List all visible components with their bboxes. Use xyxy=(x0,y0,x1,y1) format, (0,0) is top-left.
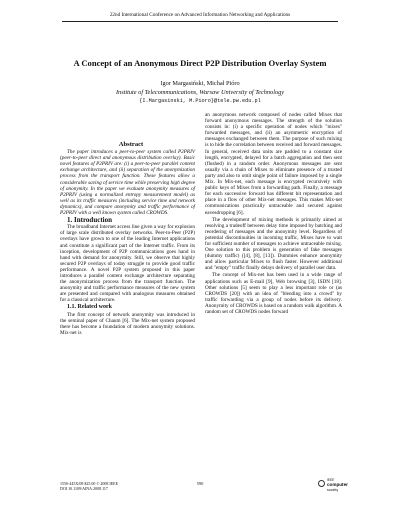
section-heading-introduction: 1. Introduction xyxy=(67,216,112,225)
logo-text-ieee: IEEE xyxy=(327,478,335,482)
paper-title: A Concept of an Anonymous Direct P2P Distribution Overlay System xyxy=(73,58,327,68)
body-paragraph: The concept of Mix-net has been used in a wide range of applications such as E-mail [9], Web browsing [3], ISDN [18]. Other solutions [5] seem to play a less important role or (as CROWDS [20]) with an idea of "blending into a crowd" by traffic forwarding via a group of nodes before its delivery. Anonymity of CROWDS is based on a random walk algorithm. A random set of CROWDS nodes forward xyxy=(205,272,342,315)
abstract-text: The paper introduces a peer-to-peer system called P2PRIV (peer-to-peer direct and anonymous distribution overlay). Basic novel features of P2PRIV are: (i) a peer-to-peer parallel content exchange architecture, and (ii) separation of the anonymization process from the transport function. These features allow a considerable saving of service time while preserving high degree of anonymity. In the paper we evaluate anonymity measures of P2PRIV (using a normalized entropy measurement model) as well as its traffic measures (including service time and network dynamics), and compare anonymity and traffic performance of P2PRIV with a well known system called CROWDS. xyxy=(60,149,195,217)
logo-text-computer: computer xyxy=(327,482,348,487)
footer-doi: DOI 10.1109/AINA.2008.117 xyxy=(60,486,108,491)
introduction-paragraph: The broadband Internet access line given a way for explosion of large scale distributed overlay networks. Peer-to-Peer (P2P) overlays have grown to one of the leading Internet applications and constitute a significant part of the Internet traffic. From its inception, development of P2P communications goes hand in hand with demand for anonymity. Still, we observe that highly secured P2P overlays of today struggle to provide good traffic performance. A novel P2P system proposed in this paper introduces a parallel content exchange architecture separating the anonymization process from the transport function. The anonymity and traffic performance measures of the new system are presented and compared with analogous measures obtained for a classical architecture. xyxy=(60,224,195,304)
footer-issn: 1550-445X/08 $25.00 © 2008 IEEE xyxy=(60,481,119,486)
abstract-heading: Abstract xyxy=(118,141,144,148)
logo-text-society: society xyxy=(327,488,339,492)
society-seal-icon xyxy=(318,480,325,487)
page-number: 590 xyxy=(196,481,204,486)
paper-authors: Igor Margasiński, Michał Pióro xyxy=(160,80,240,87)
left-column xyxy=(60,142,195,337)
body-paragraph: an anonymous network composed of nodes called Mixes that forward anonymous messages. The strength of the solution consists in: (i) a specific operation of nodes which "mixes" forwarded messages, and (ii) an asymmetric encryption of messages exchanged between them. The purpose of such mixing is to hide the correlation between received and forward messages. In general, received data units are padded to a constant size length, encrypted, delayed for a batch aggregation and then sent (flushed) in a random order. Anonymous messages are sent usually via a chain of Mixes to eliminate presence of a trusted party and also to omit single point of failure imposed by a single Mix. In Mix-net, each message is encrypted recursively with public keys of Mixes from a forwarding path. Finally, a message for each successive forward has different bit representation and place in a flow of other Mix-net messages. This makes Mix-net communications practically untraceable and secured against eavesdropping [6]. xyxy=(205,112,342,216)
subsection-heading-related-work: 1.1. Related work xyxy=(67,304,112,311)
running-head: 22nd International Conference on Advanced Information Networking and Applications xyxy=(109,12,291,18)
body-paragraph: The development of mixing methods is primarily aimed at resolving a tradeoff between delay time imposed by batching and reordering of messages and the anonymity level. Regardless of potential discontinuities in incoming traffic, Mixes have to wait for sufficient number of messages to achieve untraceable mixing. One solution to this problem is generation of fake messages (dummy traffic) ([4], [8], [13]). Dummies enhance anonymity and allow particular Mixes to flush faster. However additional and "empty" traffic finally delays delivery of parallel user data. xyxy=(205,216,342,272)
computer-society-logo xyxy=(318,478,348,496)
right-column xyxy=(205,112,342,316)
header-rule xyxy=(62,21,338,22)
paper-email: {I.Margasinski, M.Pioro}@tele.pw.edu.pl xyxy=(139,98,261,104)
related-work-paragraph: The first concept of network anonymity was introduced in the seminal paper of Chaum [6]. The Mix-net system proposed there has become a foundation of modern anonymity solutions. Mix-net is xyxy=(60,311,195,336)
paper-affiliation: Institute of Telecommunications, Warsaw University of Technology xyxy=(115,89,285,96)
